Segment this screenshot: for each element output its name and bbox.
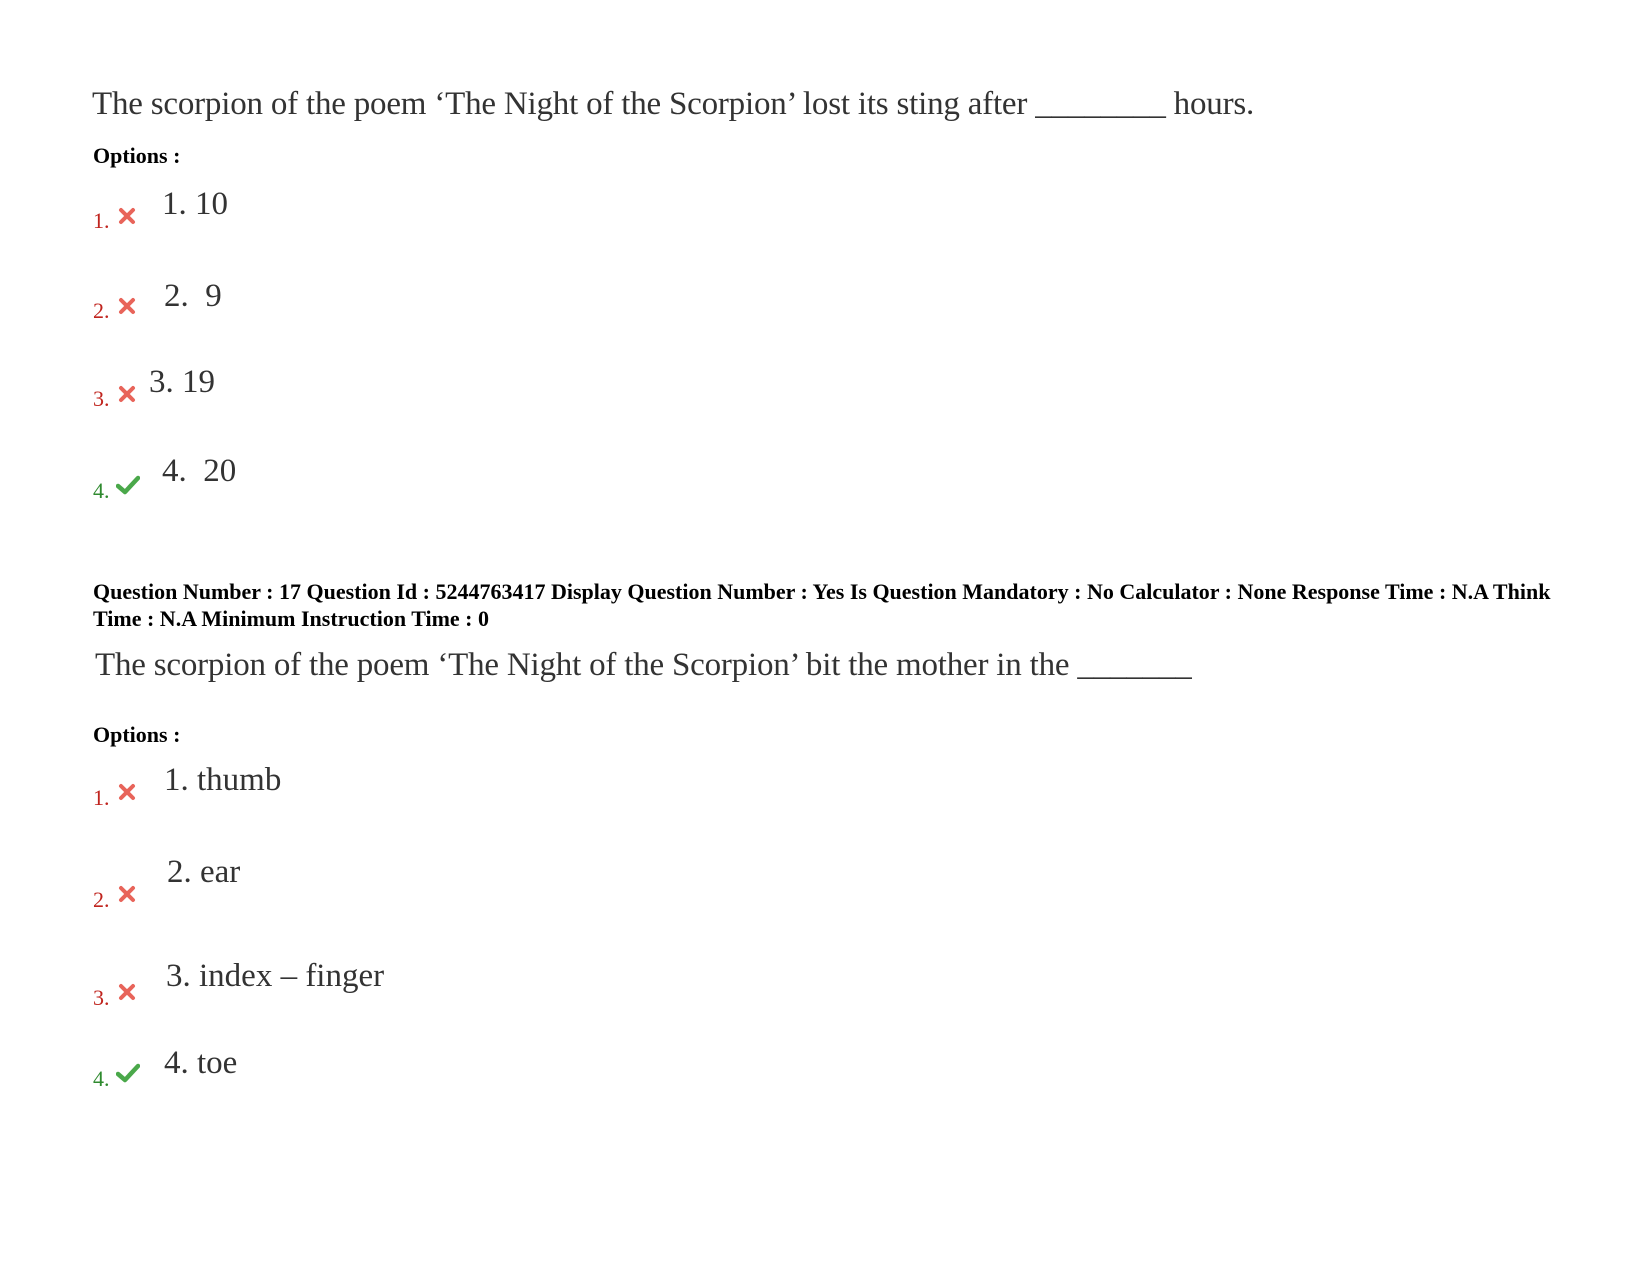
cross-icon	[118, 207, 138, 227]
option-text: 2. 9	[164, 278, 222, 314]
option-text: 4. 20	[162, 453, 237, 489]
option-number: 1.	[93, 785, 110, 810]
option-text: 4. toe	[164, 1045, 238, 1081]
cross-icon	[118, 385, 138, 405]
question-metadata: Question Number : 17 Question Id : 5244763417 Display Question Number : Yes Is Question Mandatory : No Calculator : None Response Time : N.A Think Time : N.A Minimum Instruction Time : 0	[93, 579, 1551, 631]
option-number: 4.	[93, 1066, 110, 1091]
option-text: 1. 10	[162, 186, 228, 222]
check-icon	[116, 475, 136, 495]
option-text: 3. 19	[149, 364, 215, 400]
option-text: 1. thumb	[164, 762, 282, 798]
option-number: 4.	[93, 478, 110, 503]
options-label: Options :	[93, 722, 181, 747]
option-number: 2.	[93, 298, 110, 323]
question-text: The scorpion of the poem ‘The Night of the Scorpion’ lost its sting after ________ hours.	[92, 86, 1255, 122]
option-number: 3.	[93, 985, 110, 1010]
check-icon	[116, 1063, 136, 1083]
cross-icon	[118, 783, 138, 803]
option-number: 1.	[93, 208, 110, 233]
option-text: 2. ear	[167, 854, 241, 890]
cross-icon	[118, 983, 138, 1003]
options-label: Options :	[93, 143, 181, 168]
cross-icon	[118, 297, 138, 317]
option-text: 3. index – finger	[166, 958, 385, 994]
cross-icon	[118, 885, 138, 905]
question-text: The scorpion of the poem ‘The Night of the Scorpion’ bit the mother in the _______	[95, 647, 1192, 683]
option-number: 3.	[93, 386, 110, 411]
option-number: 2.	[93, 887, 110, 912]
